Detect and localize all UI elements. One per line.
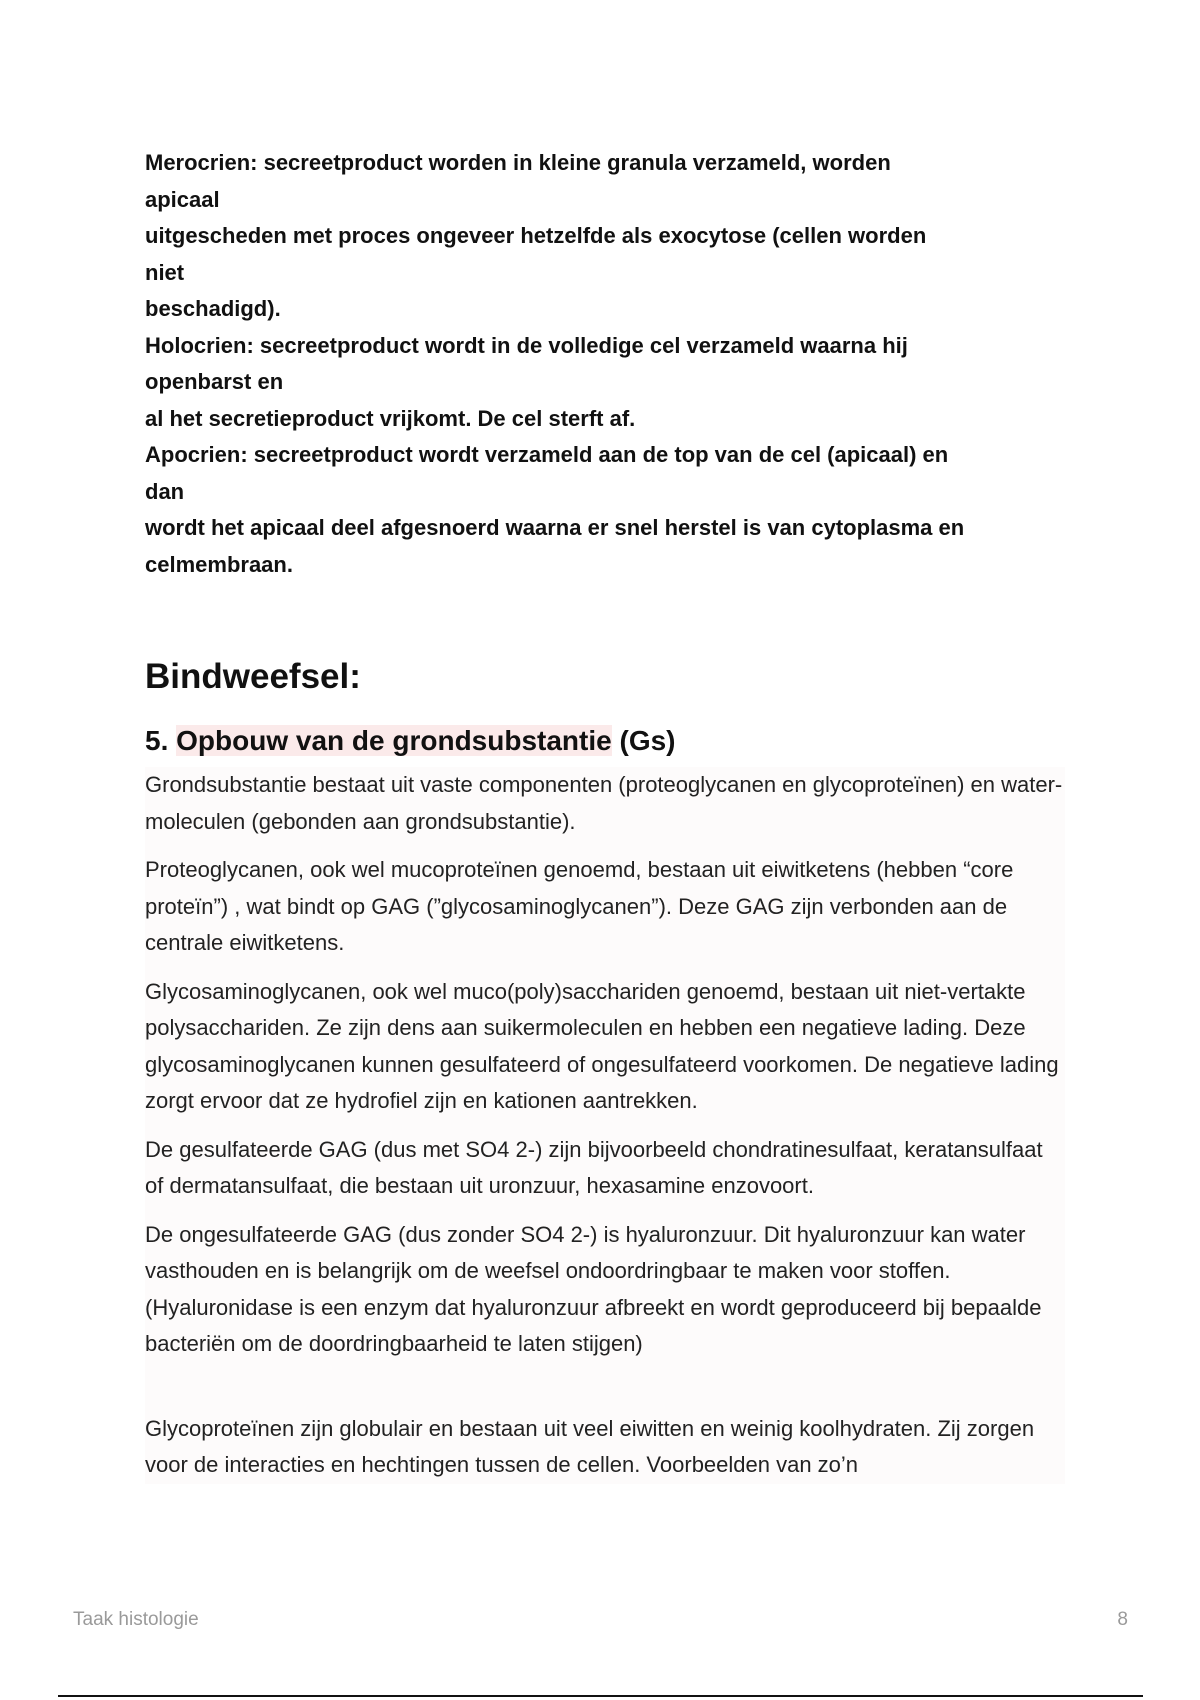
- text-line: niet: [145, 259, 185, 285]
- paragraph: Grondsubstantie bestaat uit vaste componenten (proteoglycanen en glycoproteïnen) en water-moleculen (gebonden aan grondsubstantie).: [145, 772, 1063, 834]
- text-line: uitgescheden met proces ongeveer hetzelfde als exocytose (cellen worden: [145, 223, 927, 248]
- page-content: [145, 145, 1065, 1496]
- paragraph: De ongesulfateerde GAG (dus zonder SO4 2-) is hyaluronzuur. Dit hyaluronzuur kan water vasthouden en is belangrijk om de weefsel ondoordringbaar te maken voor stoffen. (Hyaluronidase is een enzym dat hyaluronzuur afbreekt en wordt geproduceerd bij bepaalde bacteriën om de doordringbaarheid te laten stijgen): [145, 1221, 1042, 1356]
- paragraph: De gesulfateerde GAG (dus met SO4 2-) zijn bijvoorbeeld chondratinesulfaat, keratansulfaat of dermatansulfaat, die bestaan uit uronzuur, hexasamine enzovoort.: [145, 1136, 1043, 1198]
- section-heading: Bindweefsel:: [145, 657, 361, 696]
- body-text: [145, 767, 1065, 1484]
- footer-page-number: 8: [1117, 1609, 1128, 1630]
- text-line: dan: [145, 478, 185, 504]
- text-line: apicaal: [145, 186, 220, 212]
- page-bottom-rule: [58, 1695, 1143, 1697]
- text-line: wordt het apicaal deel afgesnoerd waarna er snel herstel is van cytoplasma en: [145, 515, 965, 540]
- text-line: beschadigd).: [145, 296, 281, 321]
- subsection-suffix: (Gs): [619, 725, 676, 756]
- text-line: Holocrien: secreetproduct wordt in de volledige cel verzameld waarna hij: [145, 332, 908, 358]
- text-line: celmembraan.: [145, 551, 293, 577]
- footer-document-title: Taak histologie: [73, 1609, 199, 1630]
- text-line: openbarst en: [145, 369, 284, 394]
- subsection-number: 5.: [145, 725, 169, 756]
- highlighted-heading-text: Opbouw van de grondsubstantie: [176, 725, 612, 756]
- text-line: al het secretieproduct vrijkomt. De cel sterft af.: [145, 405, 636, 431]
- text-line: Merocrien: secreetproduct worden in kleine granula verzameld, worden: [145, 150, 891, 175]
- paragraph: Proteoglycanen, ook wel mucoproteïnen genoemd, bestaan uit eiwitketens (hebben “core proteïn”) , wat bindt op GAG (”glycosaminoglycanen”). Deze GAG zijn verbonden aan de centrale eiwitketens.: [145, 857, 1014, 955]
- secretion-types-block: [145, 145, 1065, 583]
- paragraph: Glycosaminoglycanen, ook wel muco(poly)sacchariden genoemd, bestaan uit niet-vertakte polysacchariden. Ze zijn dens aan suikermoleculen en hebben een negatieve lading. Deze glycosaminoglycanen kunnen gesulfateerd of ongesulfateerd voorkomen. De negatieve lading zorgt ervoor dat ze hydrofiel zijn en kationen aantrekken.: [145, 978, 1059, 1113]
- text-line: Apocrien: secreetproduct wordt verzameld aan de top van de cel (apicaal) en: [145, 442, 949, 467]
- subsection-heading: [145, 721, 1065, 761]
- paragraph: Glycoproteïnen zijn globulair en bestaan uit veel eiwitten en weinig koolhydraten. Zij zorgen voor de interacties en hechtingen tussen de cellen. Voorbeelden van zo’n: [145, 1415, 1035, 1477]
